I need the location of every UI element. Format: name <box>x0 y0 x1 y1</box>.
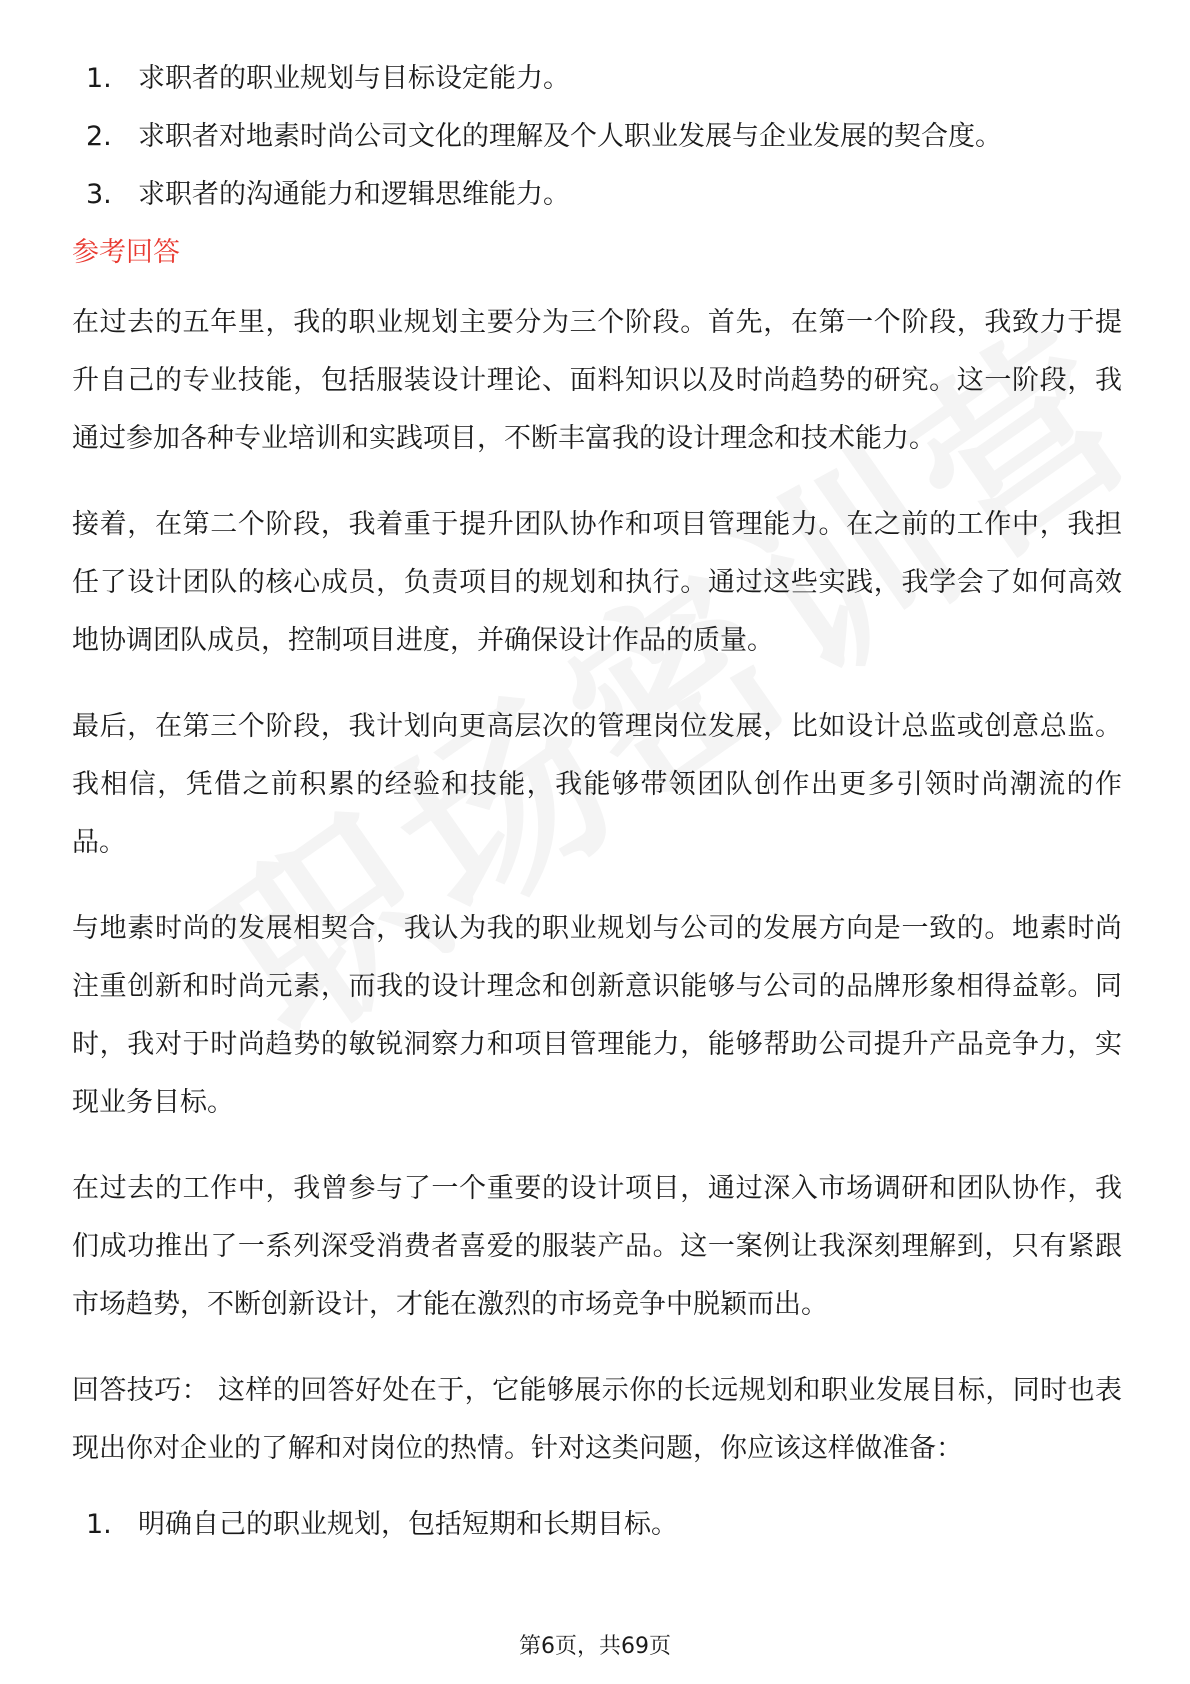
list-item <box>72 60 1122 98</box>
list-number: 2. <box>86 121 112 152</box>
answer-paragraph-5: 在过去的工作中，我曾参与了一个重要的设计项目，通过深入市场调研和团队协作，我们成功推出了一系列深受消费者喜爱的服装产品。这一案例让我深刻理解到，只有紧跟市场趋势，不断创新设计，才能在激烈的市场竞争中脱颖而出。 <box>72 1173 1122 1320</box>
list-number: 1. <box>86 63 112 94</box>
list-item <box>72 1506 1122 1544</box>
criteria-list <box>72 60 1122 214</box>
answer-paragraph-4: 与地素时尚的发展相契合，我认为我的职业规划与公司的发展方向是一致的。地素时尚注重创新和时尚元素，而我的设计理念和创新意识能够与公司的品牌形象相得益彰。同时，我对于时尚趋势的敏锐洞察力和项目管理能力，能够帮助公司提升产品竞争力，实现业务目标。 <box>72 913 1122 1118</box>
list-number: 1. <box>86 1509 112 1540</box>
answer-paragraph-2: 接着，在第二个阶段，我着重于提升团队协作和项目管理能力。在之前的工作中，我担任了设计团队的核心成员，负责项目的规划和执行。通过这些实践，我学会了如何高效地协调团队成员，控制项目进度，并确保设计作品的质量。 <box>72 509 1122 656</box>
answer-heading: 参考回答 <box>72 237 180 268</box>
document-page <box>72 60 1122 1564</box>
list-item <box>72 176 1122 214</box>
answer-paragraph-1: 在过去的五年里，我的职业规划主要分为三个阶段。首先，在第一个阶段，我致力于提升自己的专业技能，包括服装设计理论、面料知识以及时尚趋势的研究。这一阶段，我通过参加各种专业培训和实践项目，不断丰富我的设计理念和技术能力。 <box>72 307 1122 454</box>
list-item <box>72 118 1122 156</box>
list-number: 3. <box>86 179 112 210</box>
list-text: 求职者的沟通能力和逻辑思维能力。 <box>138 179 570 210</box>
page-footer: 第6页，共69页 <box>519 1634 671 1659</box>
tips-list <box>72 1506 1122 1544</box>
answer-paragraph-3: 最后，在第三个阶段，我计划向更高层次的管理岗位发展，比如设计总监或创意总监。我相信，凭借之前积累的经验和技能，我能够带领团队创作出更多引领时尚潮流的作品。 <box>72 711 1122 858</box>
list-text: 求职者对地素时尚公司文化的理解及个人职业发展与企业发展的契合度。 <box>138 121 1002 152</box>
list-text: 明确自己的职业规划，包括短期和长期目标。 <box>138 1509 678 1540</box>
list-text: 求职者的职业规划与目标设定能力。 <box>138 63 570 94</box>
answer-tips-paragraph: 回答技巧： 这样的回答好处在于，它能够展示你的长远规划和职业发展目标，同时也表现出你对企业的了解和对岗位的热情。针对这类问题，你应该这样做准备： <box>72 1375 1122 1464</box>
